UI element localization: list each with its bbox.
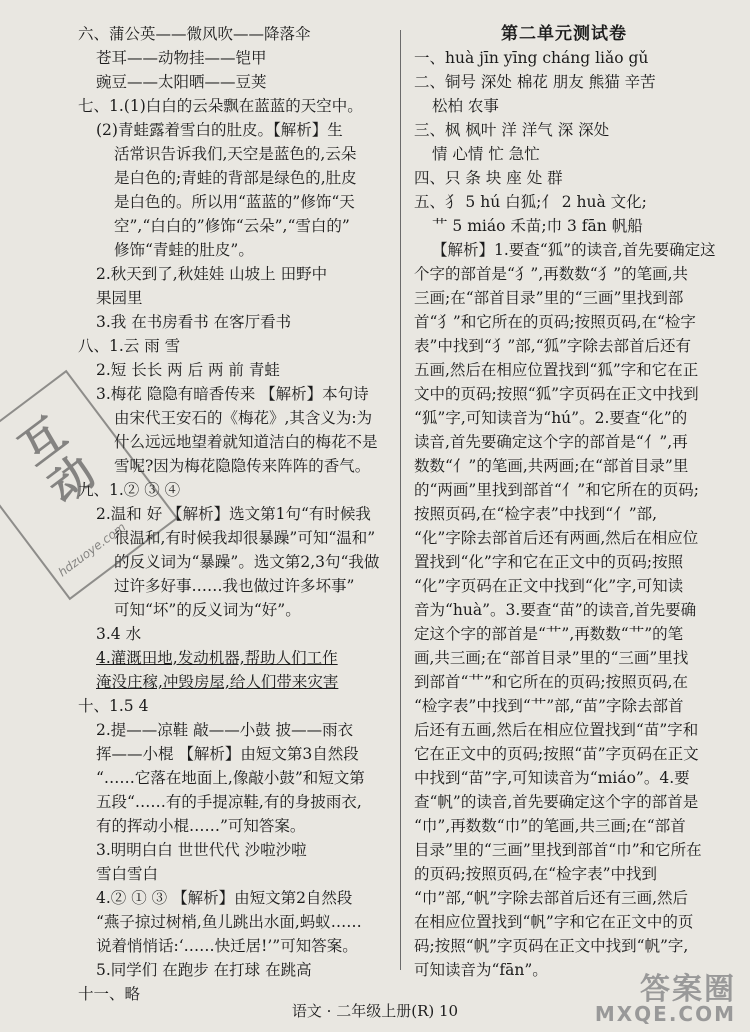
answer-line: 【解析】1.要查“狐”的读音,首先要确定这 [432,241,716,259]
answer-line: “巾”,再数数“巾”的笔画,共三画;在“部首 [414,817,686,835]
answer-line: 2.温和 好 【解析】选文第1句“有时候我 [96,505,371,523]
watermark [594,972,736,1026]
answer-line: 到部首“艹”和它所在的页码;按照页码,在 [414,673,688,691]
answer-line: 中找到“苗”字,可知读音为“miáo”。4.要 [414,769,690,787]
answer-line: 个字的部首是“犭”,再数数“犭”的笔画,共 [414,265,689,283]
answer-line: 情 心情 忙 急忙 [432,145,540,163]
answer-line: 3.4 水 [96,625,142,643]
answer-line: 五段“……有的手提凉鞋,有的身披雨衣, [96,793,362,811]
answer-line: 活常识告诉我们,天空是蓝色的,云朵 [114,145,357,163]
answer-line: 它在正文中的页码;按照“苗”字页码在正文 [414,745,699,763]
answer-line: 查“帆”的读音,首先要确定这个字的部首是 [414,793,699,811]
answer-line: “化”字页码在正文中找到“化”字,可知读 [414,577,684,595]
answer-line: 可知“坏”的反义词为“好”。 [114,601,301,619]
answer-line: 六、蒲公英——微风吹——降落伞 [78,25,311,43]
answer-line: 2.提——凉鞋 敲——小鼓 披——雨衣 [96,721,354,739]
answer-line: 可知读音为“fān”。 [414,961,548,979]
answer-line: 三、枫 枫叶 洋 洋气 深 深处 [414,121,610,139]
answer-line: 文中的页码;按照“狐”字页码在正文中找到 [414,385,699,403]
answer-line: 挥——小棍 【解析】由短文第3自然段 [96,745,359,763]
answer-line: 读音,首先要确定这个字的部首是“亻”,再 [414,433,688,451]
answer-line: 的页码;按照页码,在“检字表”中找到 [414,865,657,883]
answer-line: 松柏 农事 [432,97,499,115]
answer-line: “巾”部,“帆”字除去部首后还有三画,然后 [414,889,689,907]
answer-line: 2.短 长长 两 后 两 前 青蛙 [96,361,280,379]
answer-line: 目录”里的“三画”里找到部首“巾”和它所在 [414,841,702,859]
answer-line: 苍耳——动物挂——铠甲 [96,49,267,67]
right-column-lines [414,46,714,982]
watermark-line1: 答案圈 [640,972,736,1007]
answer-line: 4.② ① ③ 【解析】由短文第2自然段 [96,889,353,907]
unit-test-title: 第二单元测试卷 [501,24,627,44]
answer-line: 四、只 条 块 座 处 群 [414,169,563,187]
answer-line: 雪白雪白 [96,865,159,883]
answer-line: 十一、略 [78,985,141,1003]
answer-line: 4.灌溉田地,发动机器,帮助人们工作 [96,649,338,667]
answer-line: 很温和,有时候我却很暴躁”可知“温和” [114,529,376,547]
answer-line: 置找到“化”字和它在正文中的页码;按照 [414,553,684,571]
answer-line: 十、1.5 4 [78,697,149,715]
answer-line: 2.秋天到了,秋娃娃 山坡上 田野中 [96,265,328,283]
watermark-line2: MXQE.COM [594,1002,736,1026]
answer-line: 是白色的;青蛙的背部是绿色的,肚皮 [114,169,357,187]
answer-line: 九、1.② ③ ④ [78,481,181,499]
answer-line: 三画;在“部首目录”里的“三画”里找到部 [414,289,684,307]
answer-line: 表”中找到“犭”部,“狐”字除去部首后还有 [414,337,692,355]
answer-line: 五、犭 5 hú 白狐;亻 2 huà 文化; [414,193,647,211]
answer-line: 淹没庄稼,冲毁房屋,给人们带来灾害 [96,673,339,691]
answer-line: 定这个字的部首是“艹”,再数数“艹”的笔 [414,625,684,643]
answer-line: 画,共三画;在“部首目录”里的“三画”里找 [414,649,689,667]
answer-line: “检字表”中找到“艹”部,“苗”字除去部首 [414,697,684,715]
answer-line: “狐”字,可知读音为“hú”。2.要查“化”的 [414,409,688,427]
answer-line: 音为“huà”。3.要查“苗”的读音,首先要确 [414,601,697,619]
answer-line: 后还有五画,然后在相应位置找到“苗”字和 [414,721,699,739]
answer-line: 艹 5 miáo 禾苗;巾 3 fān 帆船 [432,217,643,235]
answer-line: 过许多好事……我也做过许多坏事” [114,577,355,595]
answer-line: 3.明明白白 世世代代 沙啦沙啦 [96,841,307,859]
answer-line: 一、huà jīn yīng cháng liǎo gǔ [414,49,649,67]
answer-line: 由宋代王安石的《梅花》,其含义为:为 [114,409,373,427]
answer-line: 豌豆——太阳晒——豆荚 [96,73,267,91]
answer-line: 5.同学们 在跑步 在打球 在跳高 [96,961,312,979]
page-footer: 语文 · 二年级上册(R) 10 [291,1002,459,1020]
answer-line: 果园里 [96,289,143,307]
answer-line: 五画,然后在相应位置找到“狐”字和它在正 [414,361,699,379]
answer-line: “……它落在地面上,像敲小鼓”和短文第 [96,769,365,787]
answer-line: 数数“亻”的笔画,共两画;在“部首目录”里 [414,457,689,475]
answer-line: 七、1.(1)白白的云朵飘在蓝蓝的天空中。 [78,97,363,115]
answer-line: 空”,“白白的”修饰“云朵”,“雪白的” [114,217,350,235]
answer-line: 在相应位置找到“帆”字和它在正文中的页 [414,913,694,931]
answer-line: 是白色的。所以用“蓝蓝的”修饰“天 [114,193,355,211]
answer-line: (2)青蛙露着雪白的肚皮。【解析】生 [96,121,343,139]
answer-line: “燕子掠过树梢,鱼儿跳出水面,蚂蚁…… [96,913,362,931]
answer-line: 首“犭”和它所在的页码;按照页码,在“检字 [414,313,696,331]
answer-line: 修饰“青蛙的肚皮”。 [114,241,254,259]
answer-line: 3.梅花 隐隐有暗香传来 【解析】本句诗 [96,385,369,403]
answer-line: 雪呢?因为梅花隐隐传来阵阵的香气。 [114,457,371,475]
stamp-url: hdzuoye.com [55,519,129,580]
answer-line: “化”字除去部首后还有两画,然后在相应位 [414,529,699,547]
answer-line: 八、1.云 雨 雪 [78,337,181,355]
answer-line: 的“两画”里找到部首“亻”和它所在的页码; [414,481,699,499]
answer-line: 说着悄悄话:‘……快迁居!’”可知答案。 [96,937,358,955]
answer-line: 码;按照“帆”字页码在正文中找到“帆”字, [414,937,689,955]
answer-line: 什么远远地望着就知道洁白的梅花不是 [114,433,378,451]
right-column [414,22,714,982]
column-divider [400,30,401,970]
answer-line: 3.我 在书房看书 在客厅看书 [96,313,292,331]
answer-line: 的反义词为“暴躁”。选文第2,3句“我做 [114,553,380,571]
answer-line: 有的挥动小棍……”可知答案。 [96,817,306,835]
answer-line: 按照页码,在“检字表”中找到“亻”部, [414,505,658,523]
stamp-main-text: 互动 [10,408,105,514]
answer-line: 二、铜号 深处 棉花 朋友 熊猫 辛苦 [414,73,656,91]
